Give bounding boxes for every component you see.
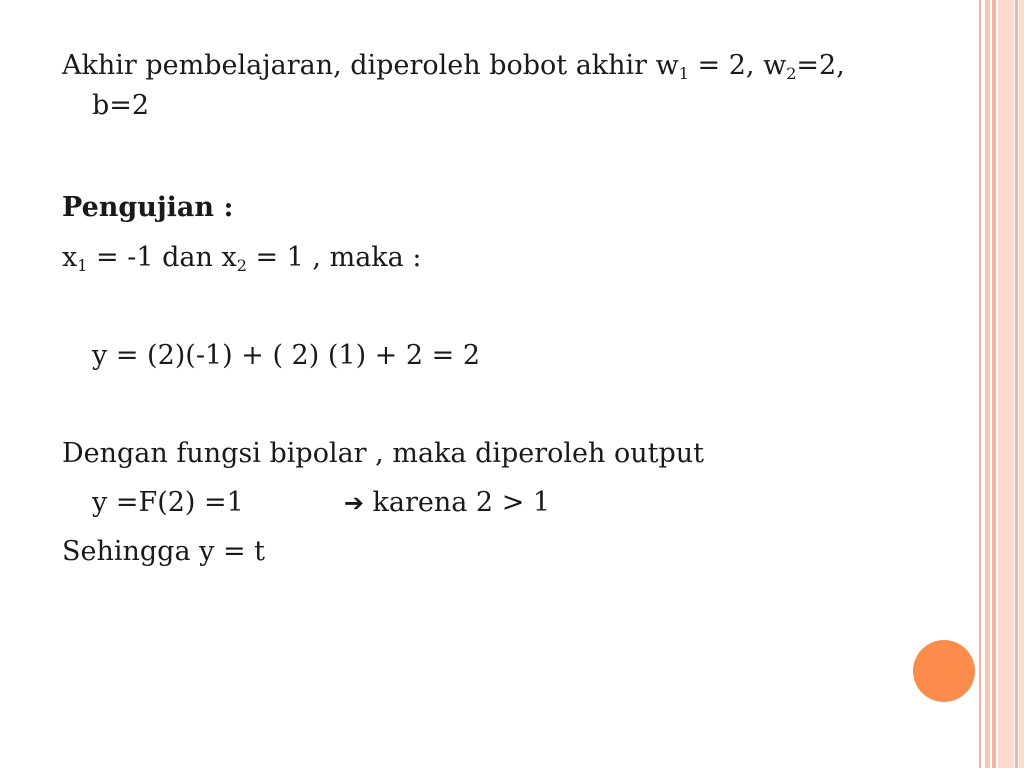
subscript: 2 (236, 256, 247, 275)
decor-circle (913, 640, 975, 702)
equation-line: y = (2)(-1) + ( 2) (1) + 2 = 2 (92, 340, 481, 371)
bipolar-line: Dengan fungsi bipolar , maka diperoleh output (62, 438, 705, 469)
final-weights-line (62, 48, 845, 83)
testing-heading: Pengujian : (62, 192, 234, 223)
decor-stripe (985, 0, 990, 768)
text: = 1 , maka : (246, 242, 422, 273)
activation-line (92, 485, 550, 520)
text: x (62, 242, 78, 273)
decor-stripe (979, 0, 981, 768)
text: Akhir pembelajaran, diperoleh bobot akhir w (62, 50, 679, 81)
arrow-icon: ➔ (343, 489, 364, 517)
decor-stripe (1015, 0, 1018, 768)
text: =2, (796, 50, 845, 81)
subscript: 1 (77, 256, 88, 275)
text: = 2, w (688, 50, 787, 81)
conclusion-line: Sehingga y = t (62, 536, 266, 567)
text: karena 2 > 1 (363, 487, 551, 518)
bias-line: b=2 (92, 90, 150, 121)
subscript: 2 (786, 64, 797, 83)
decor-stripe (998, 0, 1014, 768)
subscript: 1 (678, 64, 689, 83)
decor-stripe (992, 0, 996, 768)
input-line (62, 240, 421, 275)
decor-stripe (1019, 0, 1024, 768)
text: y =F(2) =1 (92, 487, 244, 518)
text: = -1 dan x (87, 242, 237, 273)
